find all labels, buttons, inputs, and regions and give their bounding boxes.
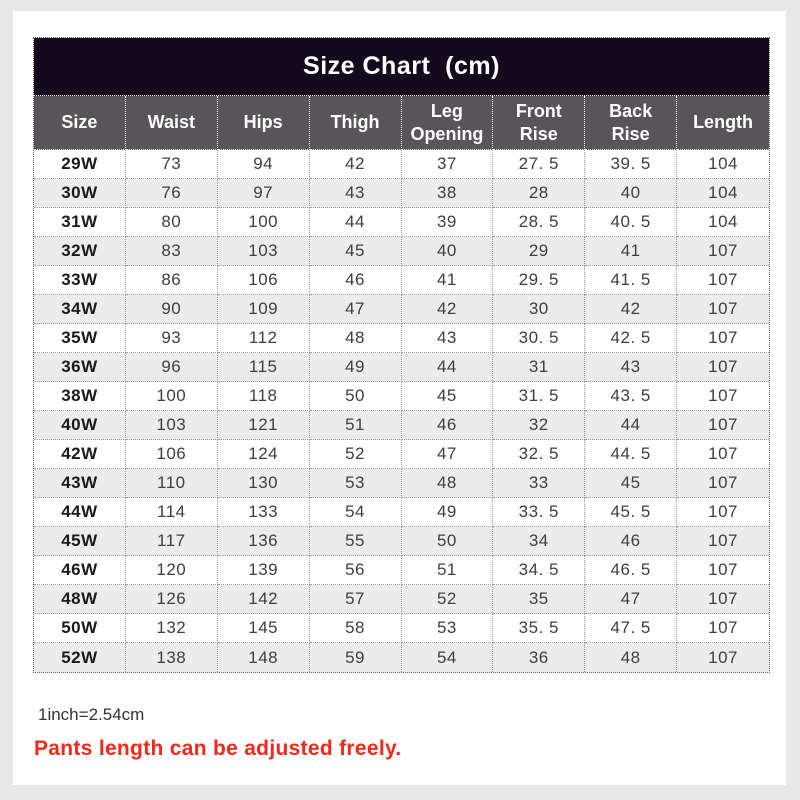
value-cell: 107 — [677, 527, 769, 556]
size-cell: 34W — [34, 295, 126, 324]
value-cell: 100 — [126, 382, 218, 411]
value-cell: 48 — [402, 469, 494, 498]
value-cell: 107 — [677, 266, 769, 295]
value-cell: 45 — [585, 469, 677, 498]
value-cell: 41 — [402, 266, 494, 295]
value-cell: 54 — [402, 643, 494, 672]
size-cell: 43W — [34, 469, 126, 498]
table-row — [34, 353, 769, 382]
value-cell: 43 — [402, 324, 494, 353]
value-cell: 48 — [310, 324, 402, 353]
value-cell: 142 — [218, 585, 310, 614]
value-cell: 80 — [126, 208, 218, 237]
value-cell: 124 — [218, 440, 310, 469]
value-cell: 34 — [493, 527, 585, 556]
value-cell: 130 — [218, 469, 310, 498]
title-row — [34, 38, 769, 96]
table-row — [34, 614, 769, 643]
value-cell: 35. 5 — [493, 614, 585, 643]
value-cell: 30. 5 — [493, 324, 585, 353]
value-cell: 46 — [402, 411, 494, 440]
value-cell: 107 — [677, 643, 769, 672]
value-cell: 47. 5 — [585, 614, 677, 643]
value-cell: 132 — [126, 614, 218, 643]
value-cell: 51 — [310, 411, 402, 440]
value-cell: 46 — [310, 266, 402, 295]
size-cell: 31W — [34, 208, 126, 237]
table-row — [34, 179, 769, 208]
value-cell: 109 — [218, 295, 310, 324]
table-row — [34, 295, 769, 324]
value-cell: 83 — [126, 237, 218, 266]
value-cell: 55 — [310, 527, 402, 556]
value-cell: 46. 5 — [585, 556, 677, 585]
value-cell: 133 — [218, 498, 310, 527]
table-row — [34, 208, 769, 237]
value-cell: 53 — [310, 469, 402, 498]
value-cell: 107 — [677, 324, 769, 353]
value-cell: 103 — [126, 411, 218, 440]
table-title: Size Chart (cm) — [34, 38, 769, 96]
table-row — [34, 324, 769, 353]
value-cell: 49 — [402, 498, 494, 527]
table-row — [34, 382, 769, 411]
value-cell: 33 — [493, 469, 585, 498]
value-cell: 51 — [402, 556, 494, 585]
value-cell: 114 — [126, 498, 218, 527]
size-chart-card — [13, 11, 786, 785]
size-cell: 48W — [34, 585, 126, 614]
value-cell: 52 — [310, 440, 402, 469]
value-cell: 107 — [677, 353, 769, 382]
value-cell: 107 — [677, 382, 769, 411]
value-cell: 138 — [126, 643, 218, 672]
value-cell: 42 — [585, 295, 677, 324]
value-cell: 107 — [677, 237, 769, 266]
value-cell: 43 — [310, 179, 402, 208]
value-cell: 112 — [218, 324, 310, 353]
value-cell: 30 — [493, 295, 585, 324]
size-cell: 32W — [34, 237, 126, 266]
size-cell: 52W — [34, 643, 126, 672]
table-row — [34, 498, 769, 527]
value-cell: 107 — [677, 411, 769, 440]
value-cell: 40 — [402, 237, 494, 266]
value-cell: 107 — [677, 585, 769, 614]
value-cell: 104 — [677, 150, 769, 179]
value-cell: 107 — [677, 440, 769, 469]
size-cell: 35W — [34, 324, 126, 353]
value-cell: 28 — [493, 179, 585, 208]
value-cell: 126 — [126, 585, 218, 614]
value-cell: 121 — [218, 411, 310, 440]
value-cell: 148 — [218, 643, 310, 672]
value-cell: 32 — [493, 411, 585, 440]
value-cell: 45 — [310, 237, 402, 266]
value-cell: 96 — [126, 353, 218, 382]
size-cell: 36W — [34, 353, 126, 382]
size-cell: 45W — [34, 527, 126, 556]
size-cell: 29W — [34, 150, 126, 179]
value-cell: 43 — [585, 353, 677, 382]
value-cell: 38 — [402, 179, 494, 208]
value-cell: 44. 5 — [585, 440, 677, 469]
value-cell: 45. 5 — [585, 498, 677, 527]
value-cell: 40. 5 — [585, 208, 677, 237]
value-cell: 42 — [310, 150, 402, 179]
value-cell: 93 — [126, 324, 218, 353]
column-header: Waist — [126, 96, 218, 150]
value-cell: 32. 5 — [493, 440, 585, 469]
value-cell: 48 — [585, 643, 677, 672]
value-cell: 43. 5 — [585, 382, 677, 411]
value-cell: 31 — [493, 353, 585, 382]
size-cell: 38W — [34, 382, 126, 411]
size-chart-table — [33, 37, 770, 673]
value-cell: 115 — [218, 353, 310, 382]
table-row — [34, 469, 769, 498]
column-header: Hips — [218, 96, 310, 150]
table-row — [34, 150, 769, 179]
table-row — [34, 643, 769, 672]
table-body — [34, 150, 769, 672]
size-cell: 33W — [34, 266, 126, 295]
size-cell: 42W — [34, 440, 126, 469]
table-row — [34, 527, 769, 556]
value-cell: 56 — [310, 556, 402, 585]
value-cell: 139 — [218, 556, 310, 585]
column-header: Front Rise — [493, 96, 585, 150]
value-cell: 42. 5 — [585, 324, 677, 353]
value-cell: 107 — [677, 614, 769, 643]
header-row — [34, 96, 769, 150]
value-cell: 107 — [677, 469, 769, 498]
column-header: Back Rise — [585, 96, 677, 150]
value-cell: 59 — [310, 643, 402, 672]
column-header: Leg Opening — [402, 96, 494, 150]
value-cell: 136 — [218, 527, 310, 556]
adjustment-notice: Pants length can be adjusted freely. — [34, 737, 402, 760]
value-cell: 86 — [126, 266, 218, 295]
value-cell: 94 — [218, 150, 310, 179]
value-cell: 90 — [126, 295, 218, 324]
value-cell: 107 — [677, 556, 769, 585]
column-header: Thigh — [310, 96, 402, 150]
value-cell: 36 — [493, 643, 585, 672]
table-row — [34, 411, 769, 440]
value-cell: 31. 5 — [493, 382, 585, 411]
value-cell: 120 — [126, 556, 218, 585]
value-cell: 107 — [677, 295, 769, 324]
value-cell: 42 — [402, 295, 494, 324]
value-cell: 103 — [218, 237, 310, 266]
value-cell: 44 — [585, 411, 677, 440]
value-cell: 45 — [402, 382, 494, 411]
size-cell: 30W — [34, 179, 126, 208]
value-cell: 29. 5 — [493, 266, 585, 295]
value-cell: 58 — [310, 614, 402, 643]
size-cell: 46W — [34, 556, 126, 585]
table-row — [34, 585, 769, 614]
column-header: Length — [677, 96, 769, 150]
table-row — [34, 266, 769, 295]
value-cell: 106 — [218, 266, 310, 295]
value-cell: 40 — [585, 179, 677, 208]
value-cell: 100 — [218, 208, 310, 237]
value-cell: 41. 5 — [585, 266, 677, 295]
value-cell: 44 — [402, 353, 494, 382]
table-row — [34, 556, 769, 585]
value-cell: 33. 5 — [493, 498, 585, 527]
value-cell: 47 — [585, 585, 677, 614]
size-cell: 50W — [34, 614, 126, 643]
table-head — [34, 38, 769, 150]
value-cell: 53 — [402, 614, 494, 643]
value-cell: 73 — [126, 150, 218, 179]
table-row — [34, 440, 769, 469]
column-header: Size — [34, 96, 126, 150]
value-cell: 39 — [402, 208, 494, 237]
value-cell: 34. 5 — [493, 556, 585, 585]
value-cell: 27. 5 — [493, 150, 585, 179]
conversion-note: 1inch=2.54cm — [38, 705, 145, 724]
value-cell: 52 — [402, 585, 494, 614]
value-cell: 46 — [585, 527, 677, 556]
value-cell: 28. 5 — [493, 208, 585, 237]
value-cell: 104 — [677, 179, 769, 208]
table-row — [34, 237, 769, 266]
value-cell: 145 — [218, 614, 310, 643]
value-cell: 57 — [310, 585, 402, 614]
value-cell: 29 — [493, 237, 585, 266]
value-cell: 37 — [402, 150, 494, 179]
value-cell: 35 — [493, 585, 585, 614]
value-cell: 44 — [310, 208, 402, 237]
value-cell: 47 — [402, 440, 494, 469]
value-cell: 118 — [218, 382, 310, 411]
value-cell: 54 — [310, 498, 402, 527]
value-cell: 39. 5 — [585, 150, 677, 179]
value-cell: 106 — [126, 440, 218, 469]
value-cell: 107 — [677, 498, 769, 527]
value-cell: 49 — [310, 353, 402, 382]
value-cell: 97 — [218, 179, 310, 208]
value-cell: 50 — [402, 527, 494, 556]
size-cell: 40W — [34, 411, 126, 440]
value-cell: 41 — [585, 237, 677, 266]
value-cell: 104 — [677, 208, 769, 237]
value-cell: 117 — [126, 527, 218, 556]
size-cell: 44W — [34, 498, 126, 527]
value-cell: 76 — [126, 179, 218, 208]
value-cell: 47 — [310, 295, 402, 324]
value-cell: 110 — [126, 469, 218, 498]
value-cell: 50 — [310, 382, 402, 411]
